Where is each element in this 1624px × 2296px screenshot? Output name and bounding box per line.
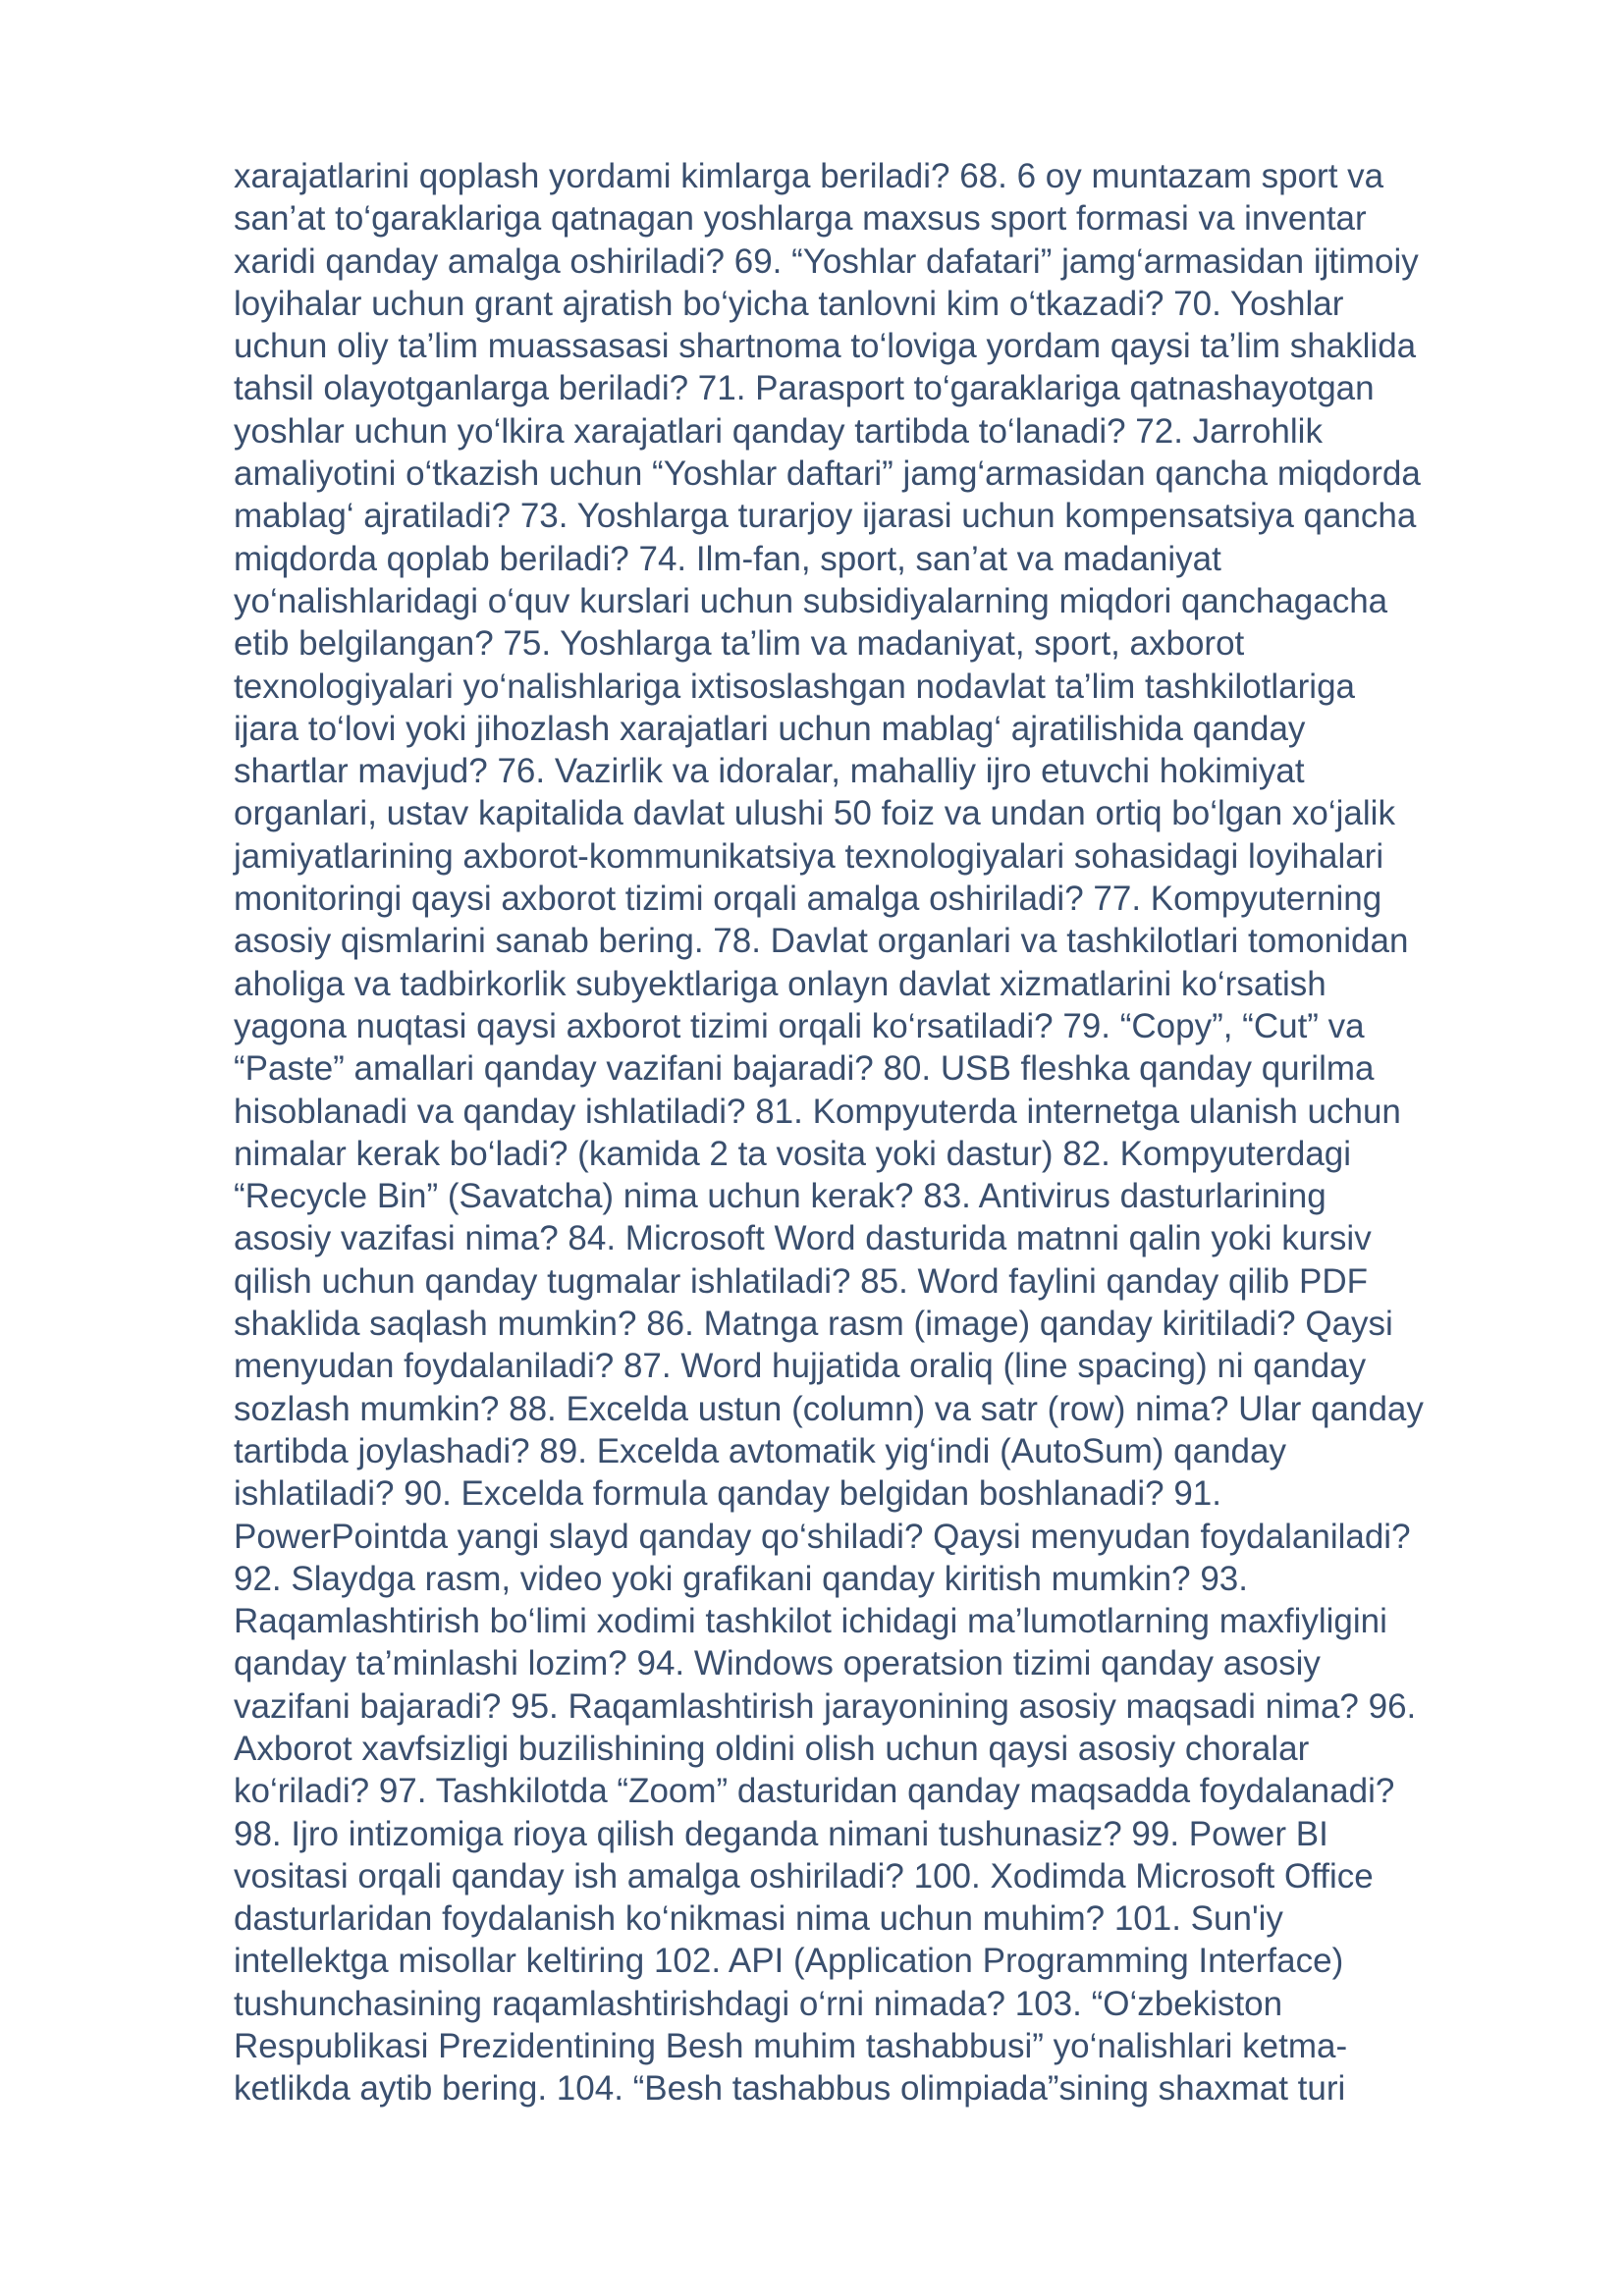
- text-line: shaklida saqlash mumkin? 86. Matnga rasm (image) qanday kiritiladi? Qaysi: [234, 1305, 1393, 1344]
- text-line: hisoblanadi va qanday ishlatiladi? 81. Kompyuterda internetga ulanish uchun: [234, 1092, 1401, 1131]
- text-line: shartlar mavjud? 76. Vazirlik va idoralar, mahalliy ijro etuvchi hokimiyat: [234, 752, 1305, 791]
- text-line: Raqamlashtirish bo‘limi xodimi tashkilot ichidagi ma’lumotlarning maxfiyligini: [234, 1602, 1387, 1641]
- body-text: [234, 155, 1540, 2110]
- text-line: ko‘riladi? 97. Tashkilotda “Zoom” dasturidan qanday maqsadda foydalanadi?: [234, 1772, 1395, 1811]
- text-line: intellektga misollar keltiring 102. API (Application Programming Interface): [234, 1942, 1344, 1981]
- text-line: yoshlar uchun yo‘lkira xarajatlari qanday tartibda to‘lanadi? 72. Jarrohlik: [234, 411, 1323, 451]
- text-line: 98. Ijro intizomiga rioya qilish deganda nimani tushunasiz? 99. Power BI: [234, 1814, 1328, 1853]
- text-line: xarajatlarini qoplash yordami kimlarga beriladi? 68. 6 oy muntazam sport va: [234, 157, 1384, 195]
- text-line: tahsil olayotganlarga beriladi? 71. Parasport to‘garaklariga qatnashayotgan: [234, 369, 1375, 408]
- text-line: loyihalar uchun grant ajratish bo‘yicha tanlovni kim o‘tkazadi? 70. Yoshlar: [234, 284, 1344, 323]
- text-line: uchun oliy ta’lim muassasasi shartnoma to‘loviga yordam qaysi ta’lim shaklida: [234, 327, 1417, 366]
- text-line: yo‘nalishlaridagi o‘quv kurslari uchun subsidiyalarning miqdori qanchagacha: [234, 581, 1388, 620]
- text-line: amaliyotini o‘tkazish uchun “Yoshlar daftari” jamg‘armasidan qancha miqdorda: [234, 454, 1421, 494]
- text-line: sozlash mumkin? 88. Excelda ustun (column) va satr (row) nima? Ular qanday: [234, 1389, 1424, 1428]
- text-line: aholiga va tadbirkorlik subyektlariga onlayn davlat xizmatlarini ko‘rsatish: [234, 964, 1326, 1003]
- text-line: “Recycle Bin” (Savatcha) nima uchun kerak? 83. Antivirus dasturlarining: [234, 1177, 1326, 1216]
- text-line: organlari, ustav kapitalida davlat ulushi 50 foiz va undan ortiq bo‘lgan xo‘jalik: [234, 794, 1395, 833]
- text-line: texnologiyalari yo‘nalishlariga ixtisoslashgan nodavlat ta’lim tashkilotlariga: [234, 667, 1355, 706]
- text-line: asosiy vazifasi nima? 84. Microsoft Word dasturida matnni qalin yoki kursiv: [234, 1219, 1372, 1258]
- text-line: asosiy qismlarini sanab bering. 78. Davlat organlari va tashkilotlari tomonidan: [234, 922, 1409, 961]
- text-line: Respublikasi Prezidentining Besh muhim tashabbusi” yo‘nalishlari ketma-: [234, 2027, 1348, 2066]
- text-line: tartibda joylashadi? 89. Excelda avtomatik yig‘indi (AutoSum) qanday: [234, 1431, 1286, 1470]
- text-line: “Paste” amallari qanday vazifani bajaradi? 80. USB fleshka qanday qurilma: [234, 1049, 1375, 1089]
- text-line: yagona nuqtasi qaysi axborot tizimi orqali ko‘rsatiladi? 79. “Copy”, “Cut” va: [234, 1006, 1365, 1045]
- text-line: vositasi orqali qanday ish amalga oshiriladi? 100. Xodimda Microsoft Office: [234, 1856, 1374, 1896]
- text-line: 92. Slaydga rasm, video yoki grafikani qanday kiritish mumkin? 93.: [234, 1559, 1248, 1598]
- text-line: ijara to‘lovi yoki jihozlash xarajatlari uchun mablag‘ ajratilishida qanday: [234, 709, 1306, 748]
- text-line: monitoringi qaysi axborot tizimi orqali amalga oshiriladi? 77. Kompyuterning: [234, 880, 1382, 919]
- text-line: xaridi qanday amalga oshiriladi? 69. “Yoshlar dafatari” jamg‘armasidan ijtimoiy: [234, 241, 1419, 281]
- text-line: tushunchasining raqamlashtirishdagi o‘rni nimada? 103. “O‘zbekiston: [234, 1984, 1283, 2023]
- text-line: miqdorda qoplab beriladi? 74. Ilm-fan, sport, san’at va madaniyat: [234, 539, 1221, 578]
- text-line: Axborot xavfsizligi buzilishining oldini olish uchun qaysi asosiy choralar: [234, 1729, 1310, 1768]
- text-line: PowerPointda yangi slayd qanday qo‘shiladi? Qaysi menyudan foydalaniladi?: [234, 1517, 1411, 1556]
- text-line: qanday ta’minlashi lozim? 94. Windows operatsion tizimi qanday asosiy: [234, 1644, 1321, 1683]
- text-line: ishlatiladi? 90. Excelda formula qanday belgidan boshlanadi? 91.: [234, 1474, 1221, 1514]
- text-line: ketlikda aytib bering. 104. “Besh tashabbus olimpiada”sining shaxmat turi: [234, 2069, 1346, 2109]
- text-line: mablag‘ ajratiladi? 73. Yoshlarga turarjoy ijarasi uchun kompensatsiya qancha: [234, 497, 1417, 536]
- text-line: menyudan foydalaniladi? 87. Word hujjatida oraliq (line spacing) ni qanday: [234, 1347, 1367, 1386]
- text-line: vazifani bajaradi? 95. Raqamlashtirish jarayonining asosiy maqsadi nima? 96.: [234, 1686, 1417, 1726]
- text-line: jamiyatlarining axborot-kommunikatsiya texnologiyalari sohasidagi loyihalari: [234, 836, 1384, 876]
- text-line: nimalar kerak bo‘ladi? (kamida 2 ta vosita yoki dastur) 82. Kompyuterdagi: [234, 1134, 1352, 1173]
- text-line: san’at to‘garaklariga qatnagan yoshlarga maxsus sport formasi va inventar: [234, 199, 1367, 239]
- text-line: qilish uchun qanday tugmalar ishlatiladi? 85. Word faylini qanday qilib PDF: [234, 1261, 1368, 1301]
- text-line: dasturlaridan foydalanish ko‘nikmasi nima uchun muhim? 101. Sun'iy: [234, 1899, 1283, 1939]
- text-line: etib belgilangan? 75. Yoshlarga ta’lim va madaniyat, sport, axborot: [234, 624, 1245, 664]
